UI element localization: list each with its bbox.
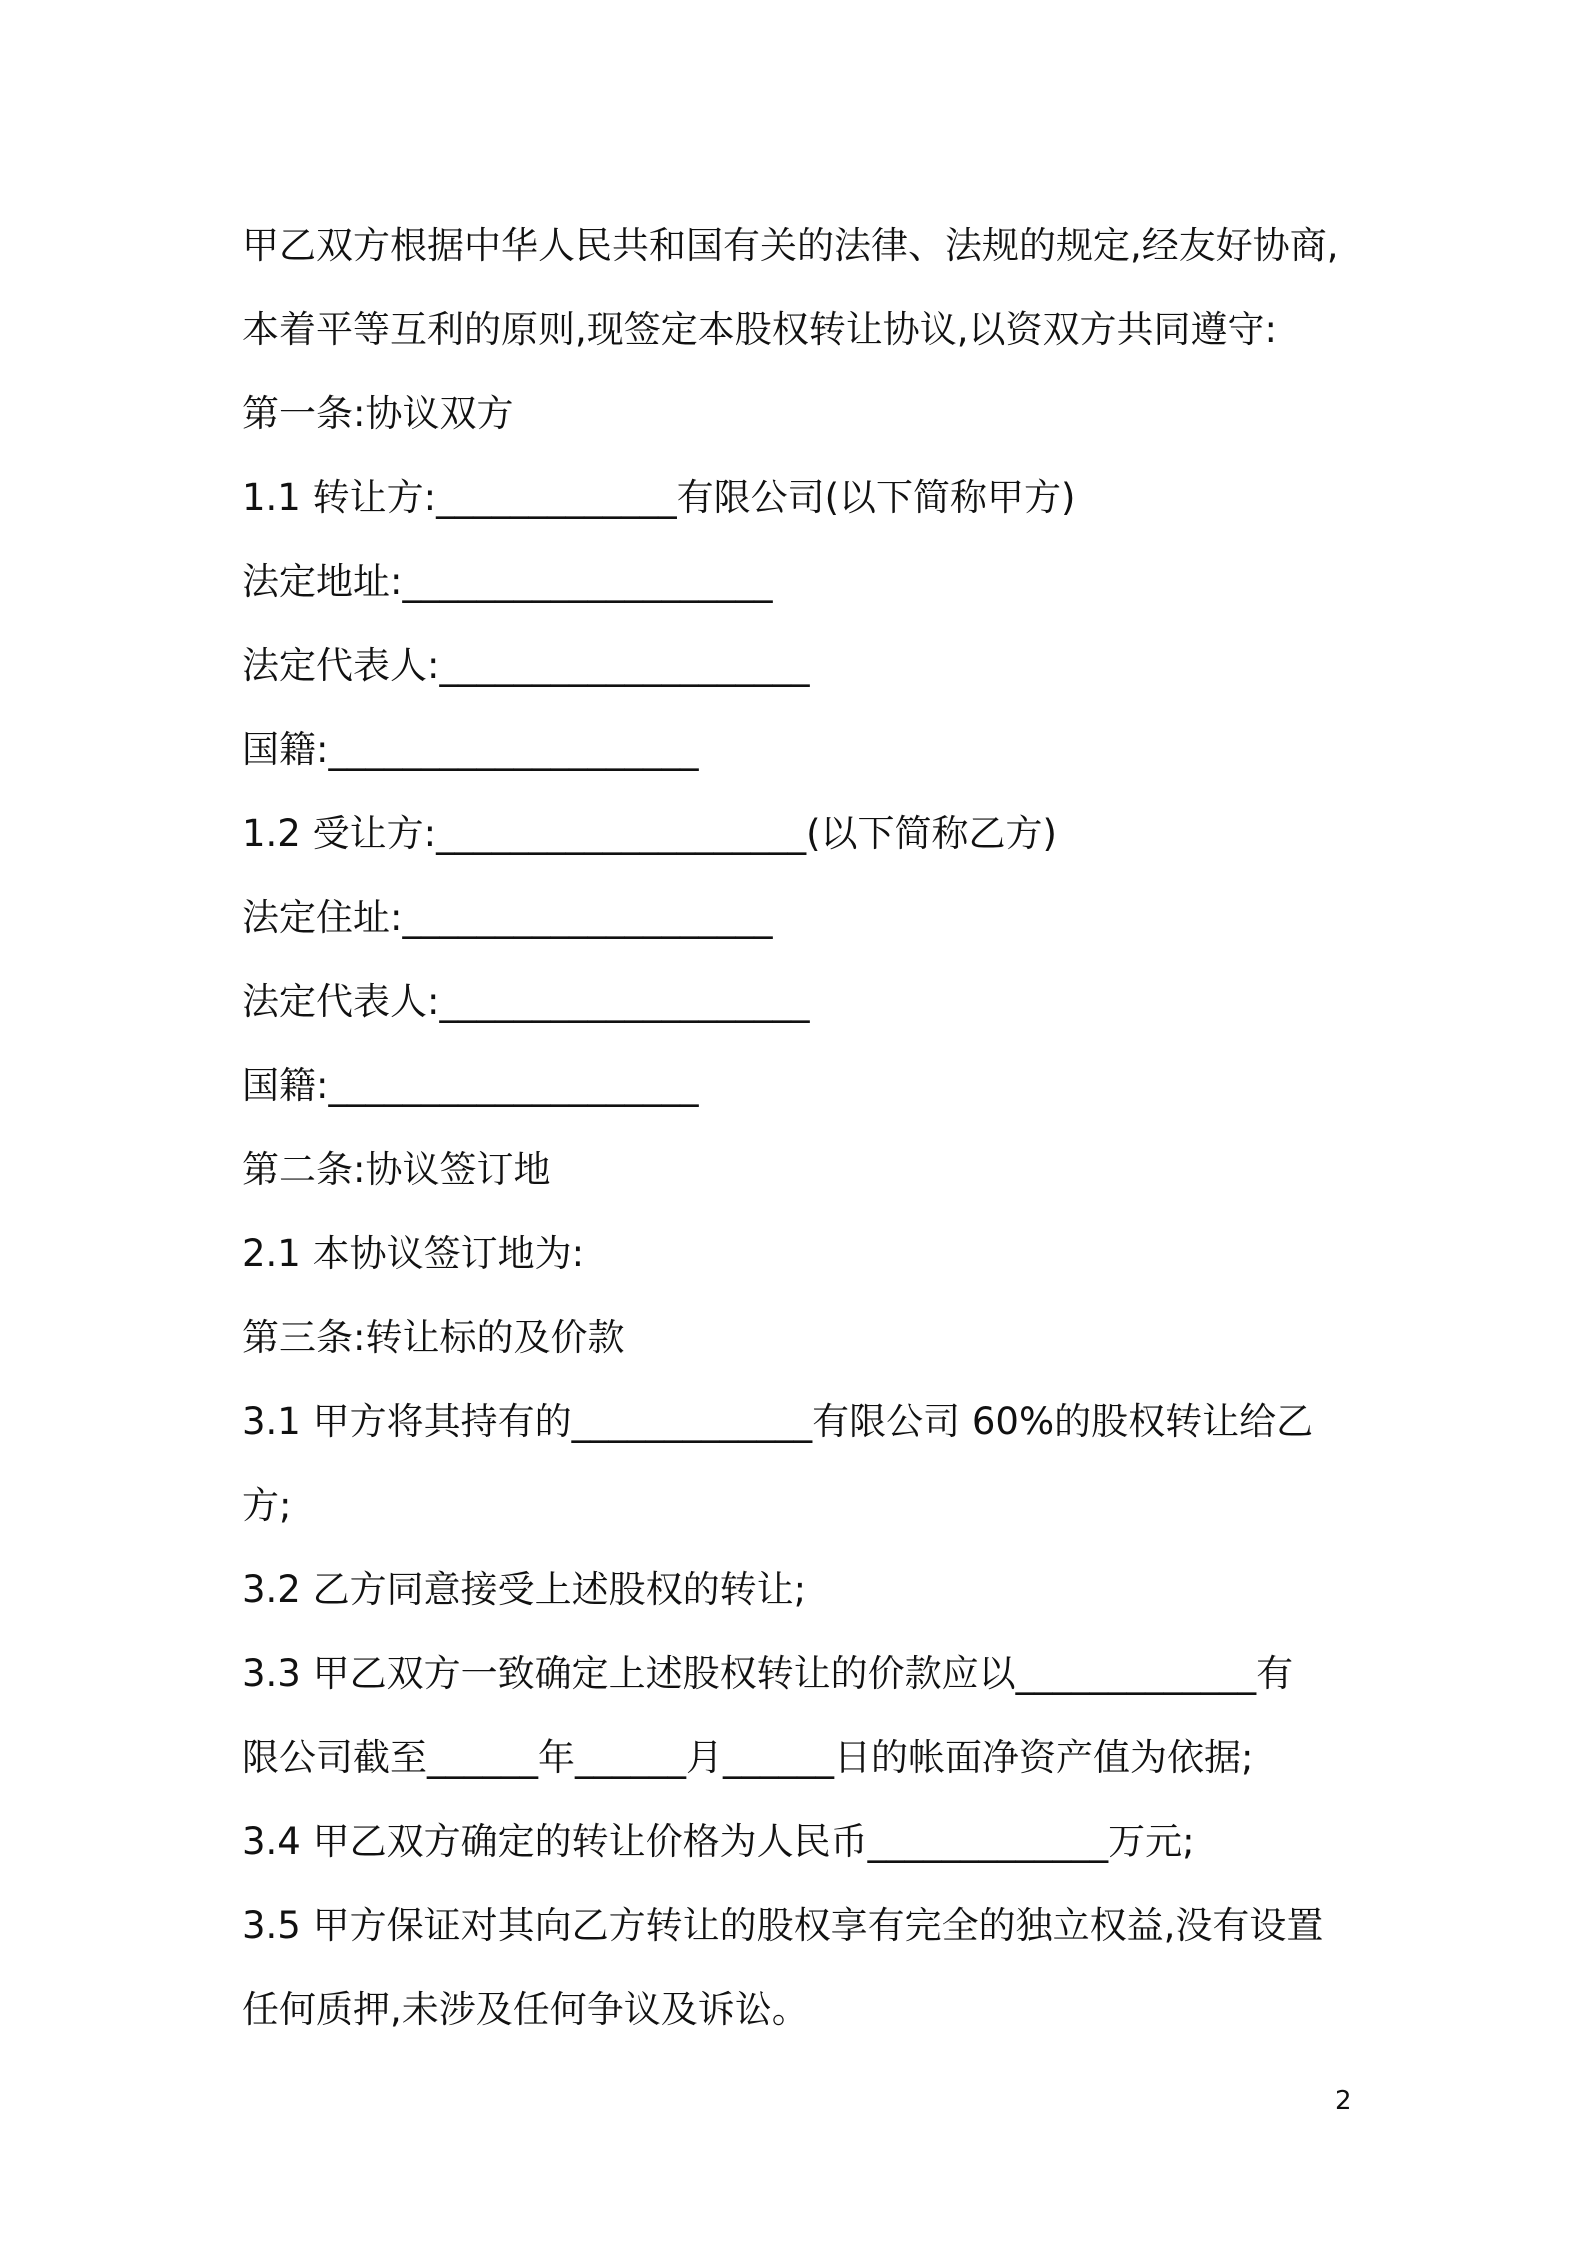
article-heading: 第一条:协议双方 — [242, 392, 514, 435]
field-line: 国籍:____________________ — [242, 1064, 699, 1107]
field-line: 法定代表人:____________________ — [242, 644, 810, 687]
paragraph-line: 本着平等互利的原则,现签定本股权转让协议,以资双方共同遵守: — [242, 308, 1277, 351]
article-heading: 第三条:转让标的及价款 — [242, 1316, 625, 1359]
field-line: 国籍:____________________ — [242, 728, 699, 771]
clause-line: 3.4 甲乙双方确定的转让价格为人民币_____________万元; — [242, 1820, 1195, 1863]
clause-line: 2.1 本协议签订地为: — [242, 1232, 585, 1275]
field-line: 法定代表人:____________________ — [242, 980, 810, 1023]
clause-line: 3.3 甲乙双方一致确定上述股权转让的价款应以_____________有 — [242, 1652, 1294, 1695]
article-heading: 第二条:协议签订地 — [242, 1148, 551, 1191]
clause-line: 3.1 甲方将其持有的_____________有限公司 60%的股权转让给乙 — [242, 1400, 1314, 1443]
clause-line: 1.1 转让方:_____________有限公司(以下简称甲方) — [242, 476, 1076, 519]
field-line: 法定住址:____________________ — [242, 896, 773, 939]
page-number: 2 — [1335, 2086, 1352, 2116]
field-line: 法定地址:____________________ — [242, 560, 773, 603]
clause-continuation: 任何质押,未涉及任何争议及诉讼。 — [242, 1988, 809, 2031]
clause-line: 3.5 甲方保证对其向乙方转让的股权享有完全的独立权益,没有设置 — [242, 1904, 1324, 1947]
clause-continuation: 限公司截至______年______月______日的帐面净资产值为依据; — [242, 1736, 1254, 1779]
paragraph-line: 甲乙双方根据中华人民共和国有关的法律、法规的规定,经友好协商, — [242, 224, 1339, 267]
clause-continuation: 方; — [242, 1484, 292, 1527]
clause-line: 3.2 乙方同意接受上述股权的转让; — [242, 1568, 807, 1611]
document-body — [242, 204, 1362, 2052]
clause-line: 1.2 受让方:____________________(以下简称乙方) — [242, 812, 1057, 855]
